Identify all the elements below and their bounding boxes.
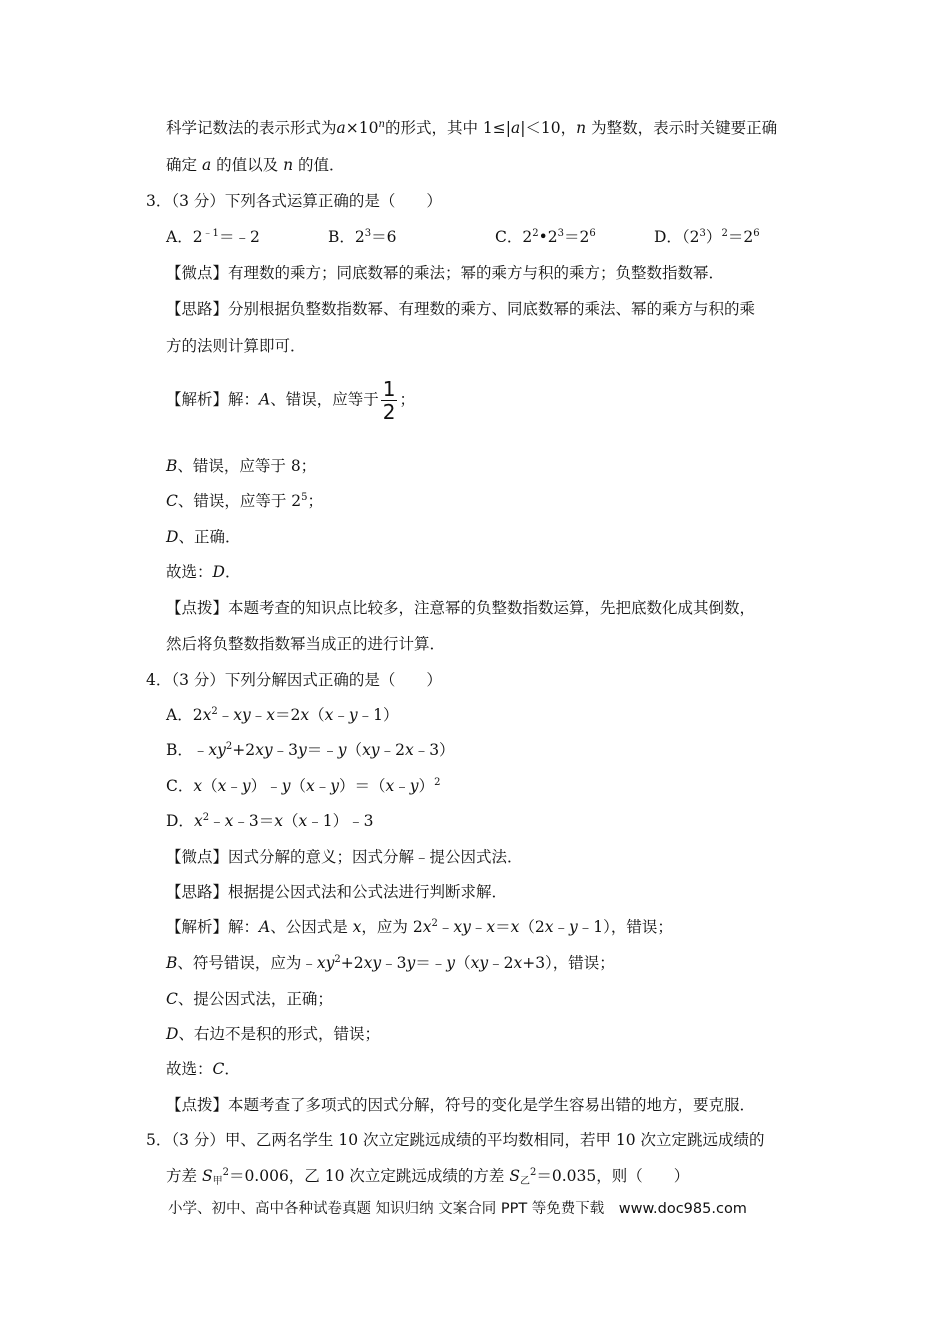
q5-line-1: 5．（3 分）甲、乙两名学生 10 次立定跳远成绩的平均数相同，若甲 10 次立定跳远成绩的 — [146, 1131, 765, 1149]
q3-dianbo-2: 然后将负整数指数幂当成正的进行计算． — [166, 635, 446, 653]
q3-b-line: B、错误，应等于 8； — [166, 457, 317, 475]
q4-c-line: C、提公因式法，正确； — [166, 990, 333, 1008]
intro-line-1: 科学记数法的表示形式为$a\times 10^n$的形式，其中 1≤|a|＜10，n 为整数，表示时关键要正确 — [166, 119, 778, 137]
q4-jiexi: 【解析】解：A、公因式是 x，应为 $2x^2﹣xy﹣x=x(2x﹣y﹣1)$，错误； — [166, 918, 673, 936]
q3-silu-1: 【思路】分别根据负整数指数幂、有理数的乘方、同底数幂的乘法、幂的乘方与积的乘 — [166, 300, 756, 318]
q4-option-b: B．$﹣xy^2+2xy﹣3y=﹣y(xy﹣2x﹣3)$ — [166, 741, 455, 759]
q4-option-a: A．$2x^2﹣xy﹣x=2x(x﹣y﹣1)$ — [166, 706, 399, 724]
q4-b-line: B、符号错误，应为$﹣xy^2+2xy﹣3y=﹣y(xy﹣2x+3)$，错误； — [166, 954, 615, 972]
q5-line-2: 方差 $S_甲^2=0.006$，乙 10 次立定跳远成绩的方差 $S_乙^2=0.035$，则（ ） — [166, 1167, 690, 1187]
fraction-one-half: $\frac{1}{2}$ — [382, 377, 396, 424]
q4-stem: 4．（3 分）下列分解因式正确的是（ ） — [146, 671, 442, 689]
q4-answer: 故选：C． — [166, 1060, 240, 1078]
q3-d-line: D、正确． — [166, 528, 241, 546]
q3-silu-2: 方的法则计算即可． — [166, 337, 306, 355]
intro-line-2: 确定 a 的值以及 n 的值． — [166, 156, 345, 174]
q4-d-line: D、右边不是积的形式，错误； — [166, 1025, 380, 1043]
q3-dianbo-1: 【点拨】本题考查的知识点比较多，注意幂的负整数指数运算，先把底数化成其倒数， — [166, 599, 756, 617]
q3-answer: 故选：D． — [166, 563, 241, 581]
q4-option-c: C．x（x﹣y）﹣y（x﹣y）＝（x﹣y）$^2$ — [166, 777, 441, 795]
q3-weidian: 【微点】有理数的乘方；同底数幂的乘法；幂的乘方与积的乘方；负整数指数幂． — [166, 264, 725, 282]
q4-dianbo: 【点拨】本题考查了多项式的因式分解，符号的变化是学生容易出错的地方，要克服． — [166, 1096, 756, 1114]
q3-options: A．$2^{﹣1}=﹣2$ B．$2^3=6$ C．$2^2•2^3=2^6$ D．$(2^3)^2=2^6$ — [166, 228, 760, 246]
q4-silu: 【思路】根据提公因式法和公式法进行判断求解． — [166, 883, 508, 901]
q4-weidian: 【微点】因式分解的意义；因式分解﹣提公因式法． — [166, 848, 523, 866]
q4-option-d: D．$x^2﹣x﹣3=x(x﹣1)﹣3$ — [166, 812, 374, 830]
q3-c-line: C、错误，应等于 $2^5$； — [166, 492, 324, 510]
q3-stem: 3．（3 分）下列各式运算正确的是（ ） — [146, 192, 442, 210]
footer-download-note: 小学、初中、高中各种试卷真题 知识归纳 文案合同 PPT 等免费下载 www.doc985.com — [168, 1201, 747, 1217]
q3-jiexi: 【解析】解：A、错误，应等于 $\frac{1}{2}$ ； — [166, 377, 415, 424]
